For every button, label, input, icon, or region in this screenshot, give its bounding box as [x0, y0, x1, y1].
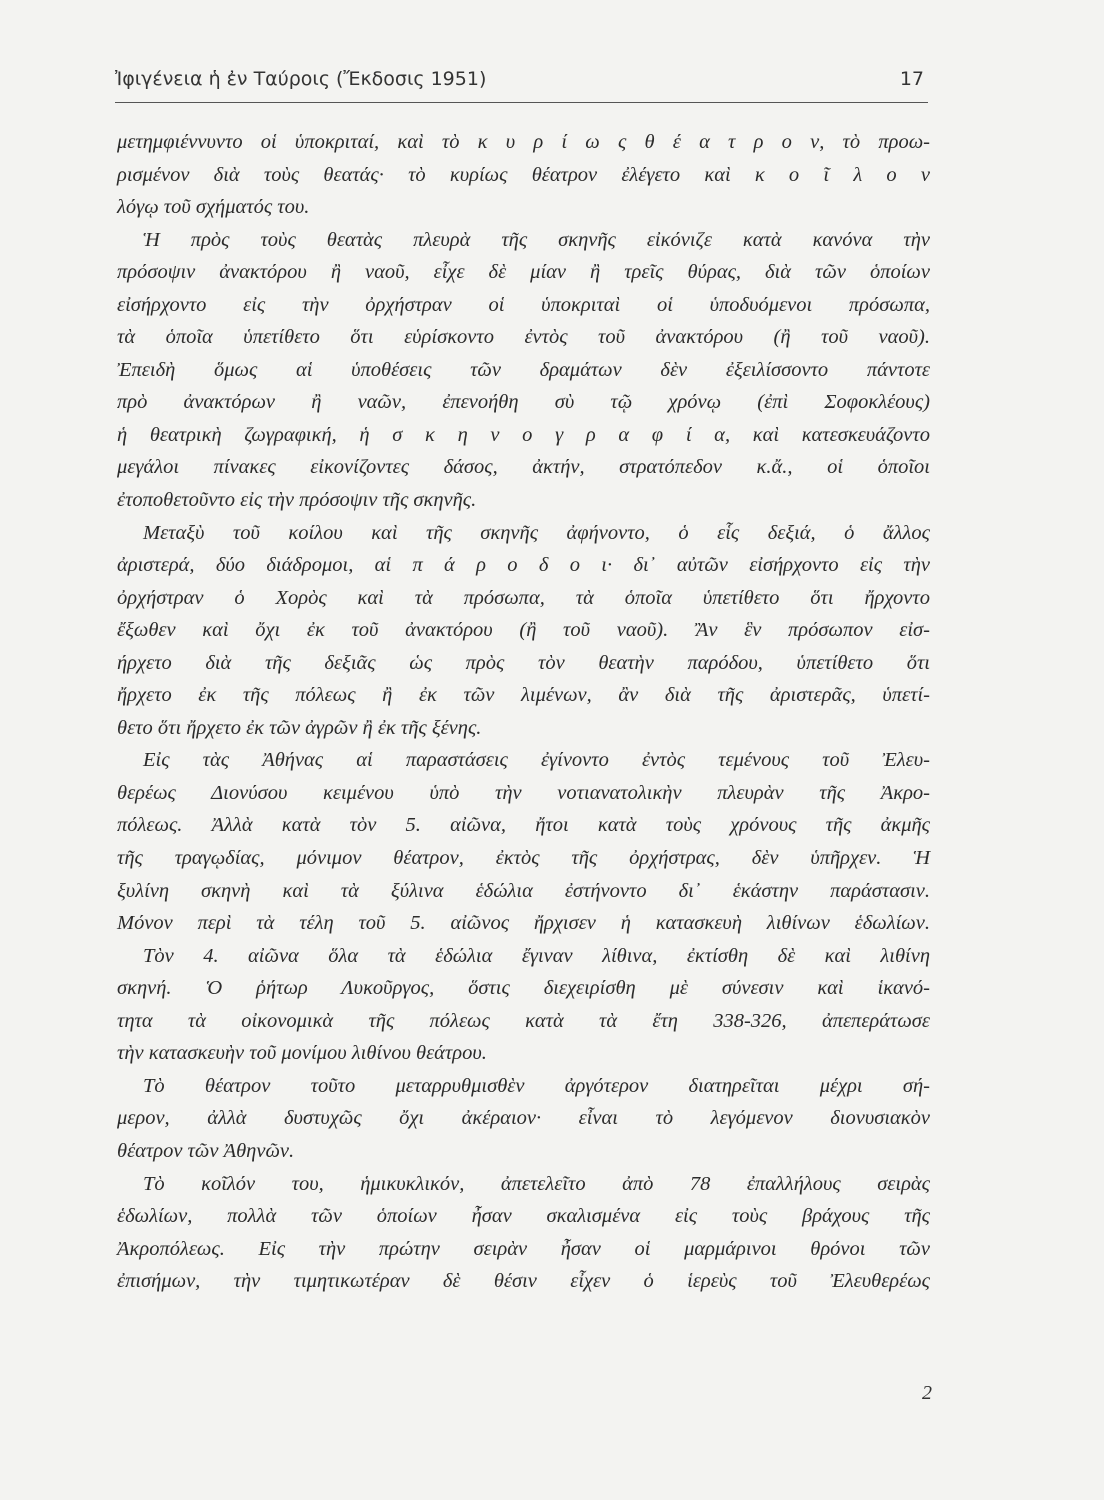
text-line: θετο ὅτι ἤρχετο ἐκ τῶν ἀγρῶν ἢ ἐκ τῆς ξένης.: [117, 716, 482, 739]
text-line: μερον, ἀλλὰ δυστυχῶς ὄχι ἀκέραιον· εἶναι τὸ λεγόμενον διονυσιακὸν: [117, 1107, 930, 1130]
text-line: Τὸ κοῖλόν του, ἡμικυκλικόν, ἀπετελεῖτο ἀπὸ 78 ἐπαλλήλους σειρὰς: [143, 1172, 930, 1195]
text-line: θέατρον τῶν Ἀθηνῶν.: [117, 1139, 295, 1162]
text-line: ξυλίνη σκηνὴ καὶ τὰ ξύλινα ἑδώλια ἐστήνοντο δι᾿ ἑκάστην παράστασιν.: [117, 879, 930, 902]
text-line: Εἰς τὰς Ἀθήνας αἱ παραστάσεις ἐγίνοντο ἐντὸς τεμένους τοῦ Ἐλευ-: [143, 749, 930, 772]
page-header: [115, 68, 928, 103]
text-line: Ἐπειδὴ ὅμως αἱ ὑποθέσεις τῶν δραμάτων δὲν ἐξειλίσσοντο πάντοτε: [117, 358, 930, 381]
text-line: Ἡ πρὸς τοὺς θεατὰς πλευρὰ τῆς σκηνῆς εἰκόνιζε κατὰ κανόνα τὴν: [143, 228, 930, 251]
text-line: θερέως Διονύσου κειμένου ὑπὸ τὴν νοτιανατολικὴν πλευρὰν τῆς Ἀκρο-: [117, 781, 930, 804]
running-title: Ἰφιγένεια ἡ ἐν Ταύροις (Ἔκδοσις 1951): [115, 68, 487, 90]
signature-mark: 2: [922, 1382, 932, 1404]
text-line: πόλεως. Ἀλλὰ κατὰ τὸν 5. αἰῶνα, ἤτοι κατὰ τοὺς χρόνους τῆς ἀκμῆς: [117, 814, 930, 837]
text-line: τητα τὰ οἰκονομικὰ τῆς πόλεως κατὰ τὰ ἔτη 338-326, ἀπεπεράτωσε: [117, 1009, 930, 1032]
text-line: τῆς τραγῳδίας, μόνιμον θέατρον, ἐκτὸς τῆς ὀρχήστρας, δὲν ὑπῆρχεν. Ἡ: [117, 847, 930, 870]
text-line: Τὸ θέατρον τοῦτο μεταρρυθμισθὲν ἀργότερον διατηρεῖται μέχρι σή-: [143, 1074, 930, 1097]
text-line: ἔξωθεν καὶ ὄχι ἐκ τοῦ ἀνακτόρου (ἢ τοῦ ναοῦ). Ἂν ἓν πρόσωπον εἰσ-: [117, 619, 930, 642]
text-line: ἤρχετο ἐκ τῆς πόλεως ἢ ἐκ τῶν λιμένων, ἂν διὰ τῆς ἀριστερᾶς, ὑπετί-: [117, 684, 930, 707]
text-line: μετημφιέννυντο οἱ ὑποκριταί, καὶ τὸ κ υ ρ ί ω ς θ έ α τ ρ ο ν, τὸ προω-: [117, 131, 930, 153]
text-line: ἀριστερά, δύο διάδρομοι, αἱ π ά ρ ο δ ο ι· δι᾿ αὐτῶν εἰσήρχοντο εἰς τὴν: [117, 554, 930, 577]
text-line: τὰ ὁποῖα ὑπετίθετο ὅτι εὑρίσκοντο ἐντὸς τοῦ ἀνακτόρου (ἢ τοῦ ναοῦ).: [117, 326, 930, 349]
text-line: πρόσοψιν ἀνακτόρου ἢ ναοῦ, εἶχε δὲ μίαν ἢ τρεῖς θύρας, διὰ τῶν ὁποίων: [117, 261, 930, 284]
page-number: 17: [899, 68, 924, 90]
text-line: ἐπισήμων, τὴν τιμητικωτέραν δὲ θέσιν εἶχεν ὁ ἱερεὺς τοῦ Ἐλευθερέως: [117, 1270, 930, 1293]
body-text: [117, 126, 930, 1298]
text-line: Μεταξὺ τοῦ κοίλου καὶ τῆς σκηνῆς ἀφήνοντο, ὁ εἷς δεξιά, ὁ ἄλλος: [143, 521, 930, 544]
text-line: ἐτοποθετοῦντο εἰς τὴν πρόσοψιν τῆς σκηνῆς.: [117, 489, 477, 512]
text-line: τὴν κατασκευὴν τοῦ μονίμου λιθίνου θεάτρου.: [117, 1042, 487, 1065]
text-line: ὀρχήστραν ὁ Χορὸς καὶ τὰ πρόσωπα, τὰ ὁποῖα ὑπετίθετο ὅτι ἤρχοντο: [117, 586, 930, 609]
text-line: Ἀκροπόλεως. Εἰς τὴν πρώτην σειρὰν ἦσαν οἱ μαρμάρινοι θρόνοι τῶν: [117, 1237, 930, 1260]
text-line: ρισμένον διὰ τοὺς θεατάς· τὸ κυρίως θέατρον ἐλέγετο καὶ κ ο ῖ λ ο ν: [117, 163, 930, 186]
text-line: ἡ θεατρικὴ ζωγραφική, ἡ σ κ η ν ο γ ρ α φ ί α, καὶ κατεσκευάζοντο: [117, 423, 930, 446]
text-line: Μόνον περὶ τὰ τέλη τοῦ 5. αἰῶνος ἤρχισεν ἡ κατασκευὴ λιθίνων ἑδωλίων.: [117, 912, 930, 935]
text-line: ἑδωλίων, πολλὰ τῶν ὁποίων ἦσαν σκαλισμένα εἰς τοὺς βράχους τῆς: [117, 1205, 930, 1228]
text-line: ήρχετο διὰ τῆς δεξιᾶς ὡς πρὸς τὸν θεατὴν παρόδου, ὑπετίθετο ὅτι: [117, 651, 930, 674]
text-line: σκηνή. Ὁ ῥήτωρ Λυκοῦργος, ὅστις διεχειρίσθη μὲ σύνεσιν καὶ ἱκανό-: [117, 977, 930, 1000]
text-line: Τὸν 4. αἰῶνα ὅλα τὰ ἑδώλια ἔγιναν λίθινα, ἐκτίσθη δὲ καὶ λιθίνη: [143, 944, 930, 967]
text-line: μεγάλοι πίνακες εἰκονίζοντες δάσος, ἀκτήν, στρατόπεδον κ.ἄ., οἱ ὁποῖοι: [117, 456, 930, 479]
text-line: λόγῳ τοῦ σχήματός του.: [117, 196, 310, 219]
text-line: πρὸ ἀνακτόρων ἢ ναῶν, ἐπενοήθη σὺ τῷ χρόνῳ (ἐπὶ Σοφοκλέους): [117, 391, 930, 414]
text-line: εἰσήρχοντο εἰς τὴν ὀρχήστραν οἱ ὑποκριταὶ οἱ ὑποδυόμενοι πρόσωπα,: [117, 293, 930, 316]
